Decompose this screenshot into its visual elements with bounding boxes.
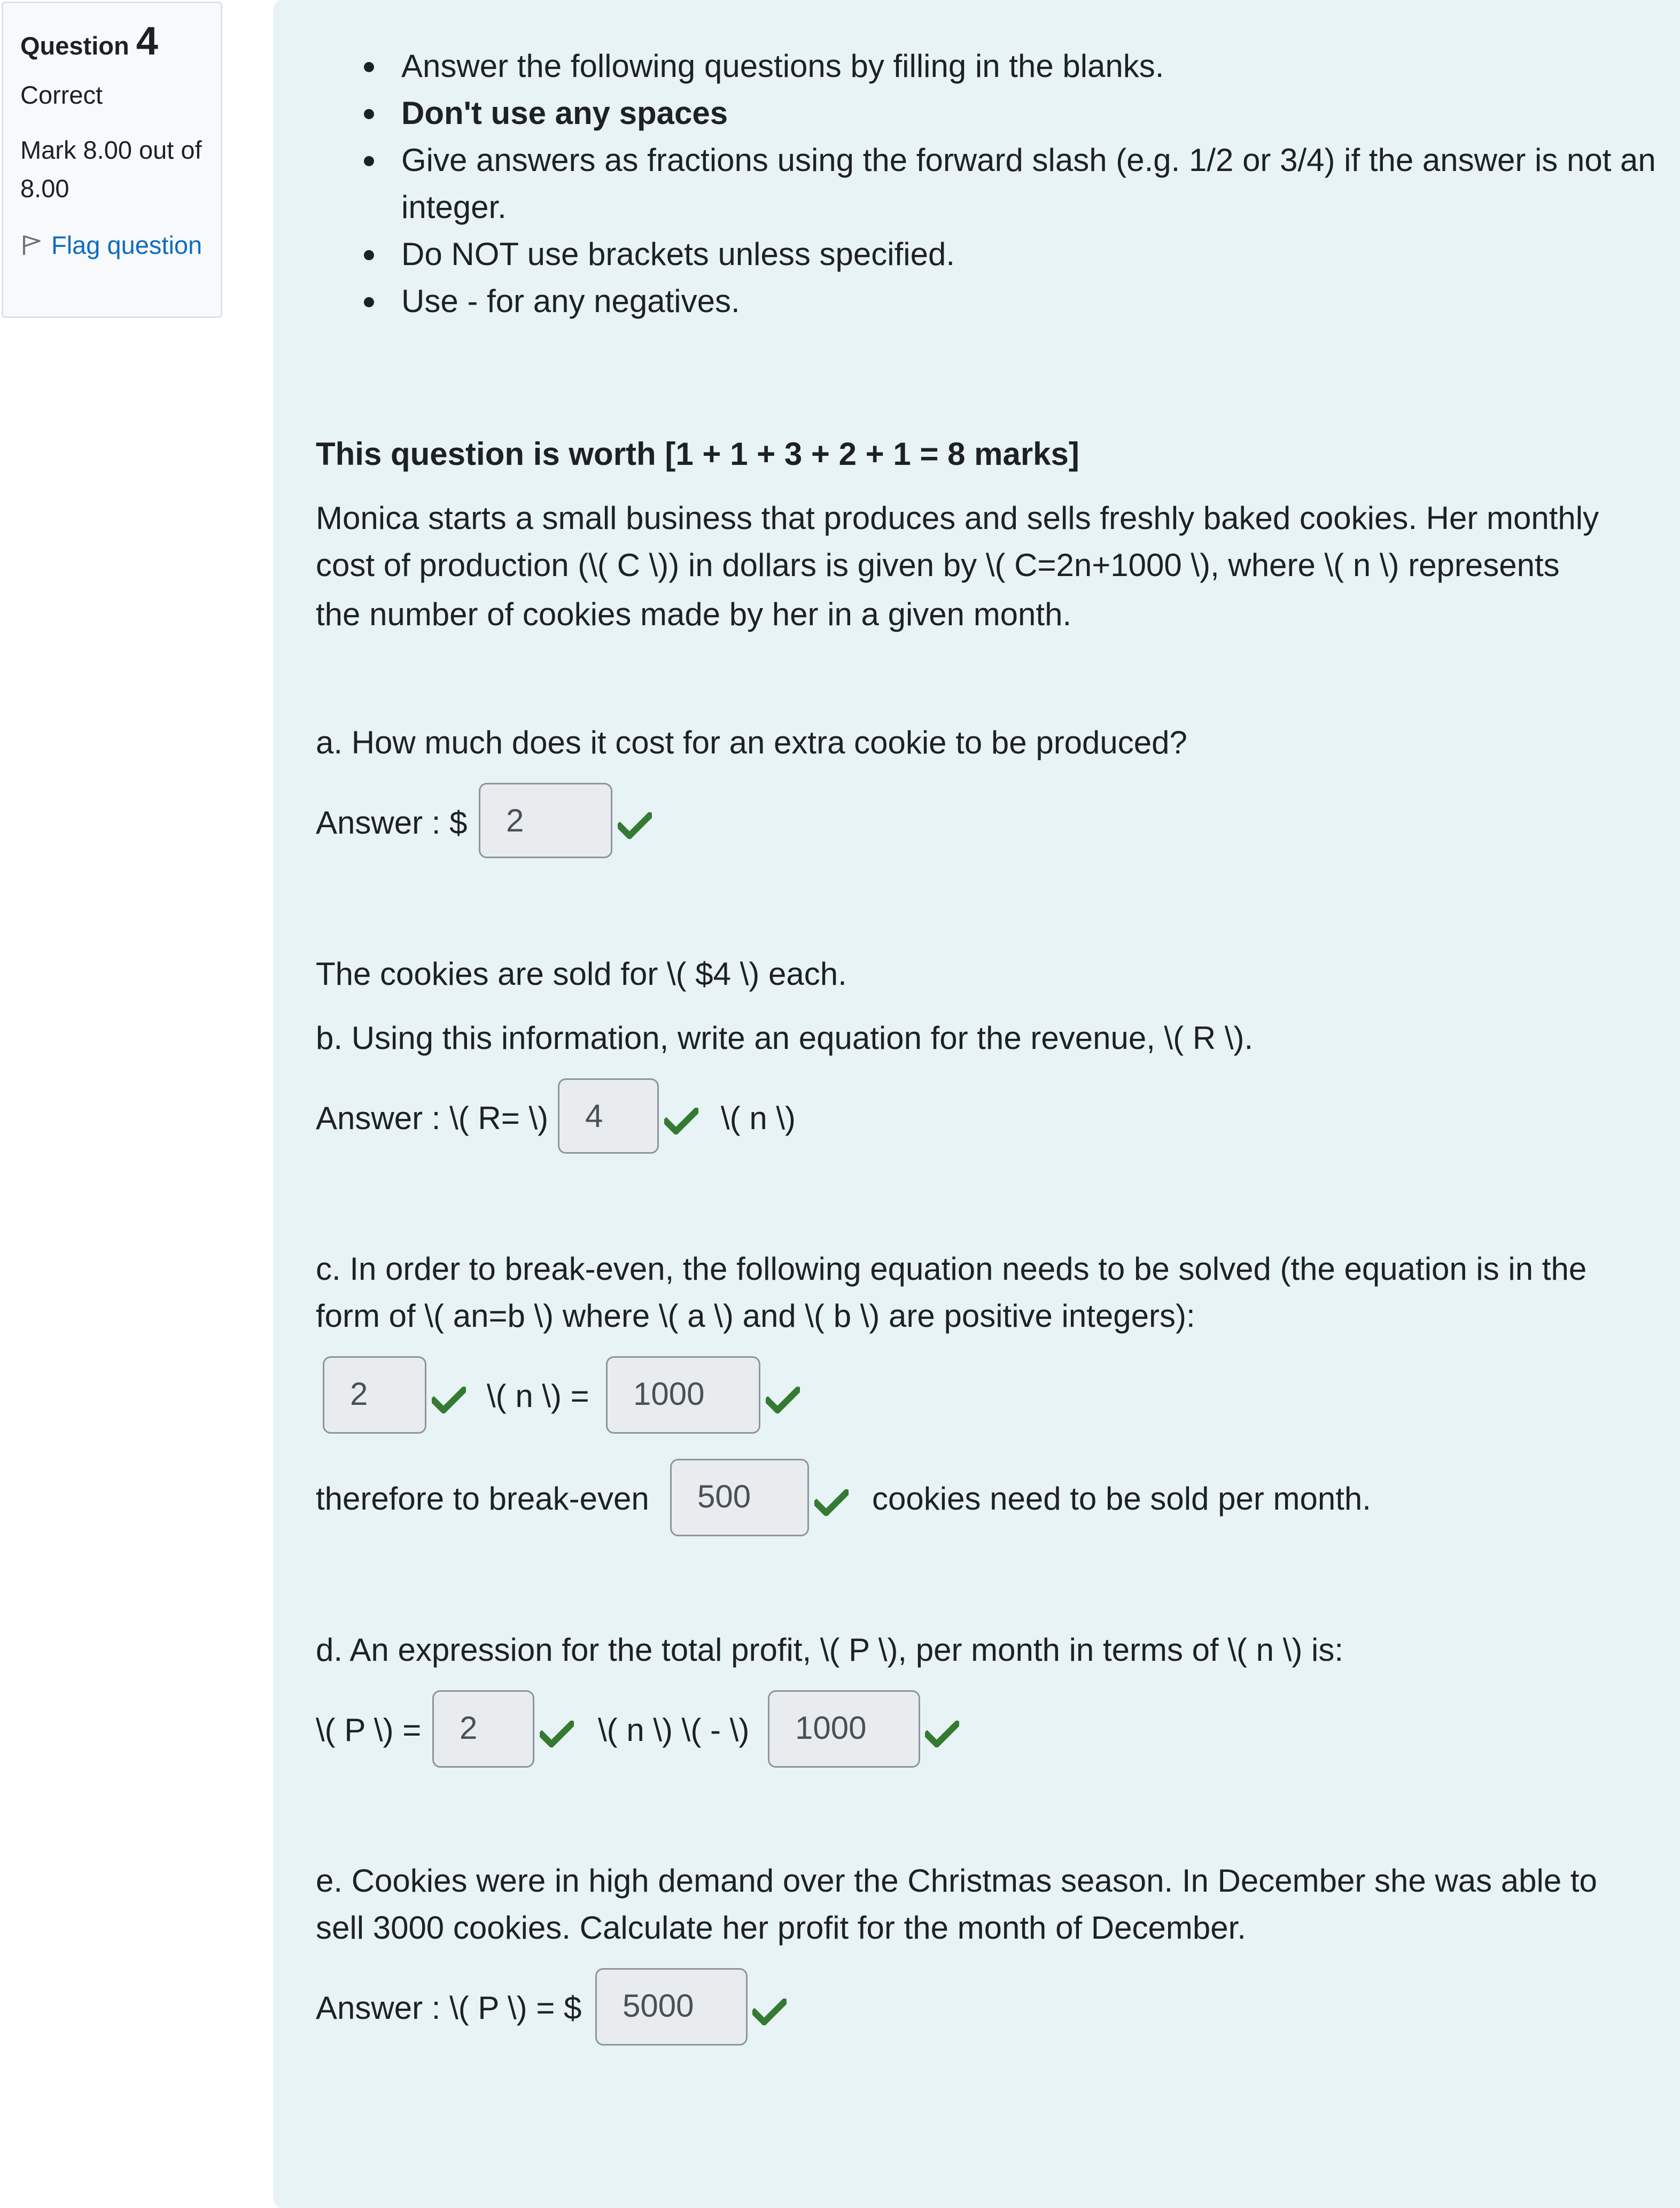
part-b-context: The cookies are sold for \( $4 \) each. <box>316 956 847 992</box>
part-d-middle: \( n \) \( - \) <box>598 1712 750 1748</box>
correct-check-icon <box>814 1489 849 1516</box>
question-state: Correct <box>20 81 103 109</box>
intro-line: the number of cookies made by her in a given month. <box>316 596 1072 632</box>
correct-check-icon <box>766 1387 800 1413</box>
part-d-prefix: \( P \) = <box>316 1712 422 1748</box>
correct-check-icon <box>664 1108 698 1134</box>
intro-line: Monica starts a small business that produces and sells freshly baked cookies. Her monthly <box>316 500 1599 536</box>
correct-check-icon <box>540 1721 574 1747</box>
part-a-answer-input[interactable]: 2 <box>479 783 612 858</box>
part-b-prefix: Answer : \( R= \) <box>316 1100 549 1136</box>
part-b-answer-input[interactable]: 4 <box>558 1078 659 1154</box>
part-e-profit-input[interactable]: 5000 <box>595 1968 748 2046</box>
part-b-question: b. Using this information, write an equation for the revenue, \( R \). <box>316 1020 1254 1056</box>
correct-check-icon <box>432 1387 466 1413</box>
instructions-list <box>273 43 1662 325</box>
correct-check-icon <box>752 1999 787 2025</box>
part-b-suffix: \( n \) <box>721 1100 796 1136</box>
part-e-line: sell 3000 cookies. Calculate her profit for the month of December. <box>316 1910 1246 1946</box>
correct-check-icon <box>618 812 652 839</box>
part-a-question: a. How much does it cost for an extra cookie to be produced? <box>316 725 1187 760</box>
part-c-coefficient-input[interactable]: 2 <box>323 1356 426 1434</box>
flag-icon <box>20 234 43 256</box>
question-number <box>20 21 221 61</box>
question-grade: Mark 8.00 out of 8.00 <box>20 136 202 203</box>
part-c-break-even-input[interactable]: 500 <box>670 1459 809 1536</box>
question-info-panel <box>2 2 222 318</box>
instruction-item: Answer the following questions by filling in the blanks. <box>273 43 1662 90</box>
flag-question-link[interactable] <box>20 226 213 265</box>
correct-check-icon <box>925 1721 959 1747</box>
instruction-item: Do NOT use brackets unless specified. <box>273 231 1662 278</box>
instruction-item: Give answers as fractions using the forward slash (e.g. 1/2 or 3/4) if the answer is not an integer. <box>273 137 1662 231</box>
instruction-item: Use - for any negatives. <box>273 278 1662 325</box>
part-c-constant-input[interactable]: 1000 <box>606 1356 760 1434</box>
question-content <box>273 0 1680 2208</box>
question-number-value: 4 <box>136 19 158 63</box>
marks-worth: This question is worth [1 + 1 + 3 + 2 + 1 = 8 marks] <box>316 436 1079 472</box>
intro-line: cost of production (\( C \)) in dollars is given by \( C=2n+1000 \), where \( n \) represents <box>316 547 1560 583</box>
part-c-line: form of \( an=b \) where \( a \) and \( b \) are positive integers): <box>316 1298 1195 1334</box>
question-label: Question <box>20 32 129 60</box>
part-c-therefore: therefore to break-even <box>316 1481 649 1517</box>
part-d-constant-input[interactable]: 1000 <box>768 1690 920 1768</box>
part-c-middle: \( n \) = <box>487 1378 589 1414</box>
flag-question-label: Flag question <box>51 231 203 259</box>
part-e-line: e. Cookies were in high demand over the Christmas season. In December she was able to <box>316 1863 1597 1899</box>
part-d-question: d. An expression for the total profit, \( P \), per month in terms of \( n \) is: <box>316 1632 1344 1668</box>
part-d-coefficient-input[interactable]: 2 <box>432 1690 534 1768</box>
part-e-prefix: Answer : \( P \) = $ <box>316 1990 582 2026</box>
part-c-line: c. In order to break-even, the following equation needs to be solved (the equation is in the <box>316 1251 1587 1287</box>
part-a-prefix: Answer : $ <box>316 805 468 841</box>
instruction-item: Don't use any spaces <box>273 90 1662 137</box>
part-c-suffix: cookies need to be sold per month. <box>872 1481 1371 1517</box>
